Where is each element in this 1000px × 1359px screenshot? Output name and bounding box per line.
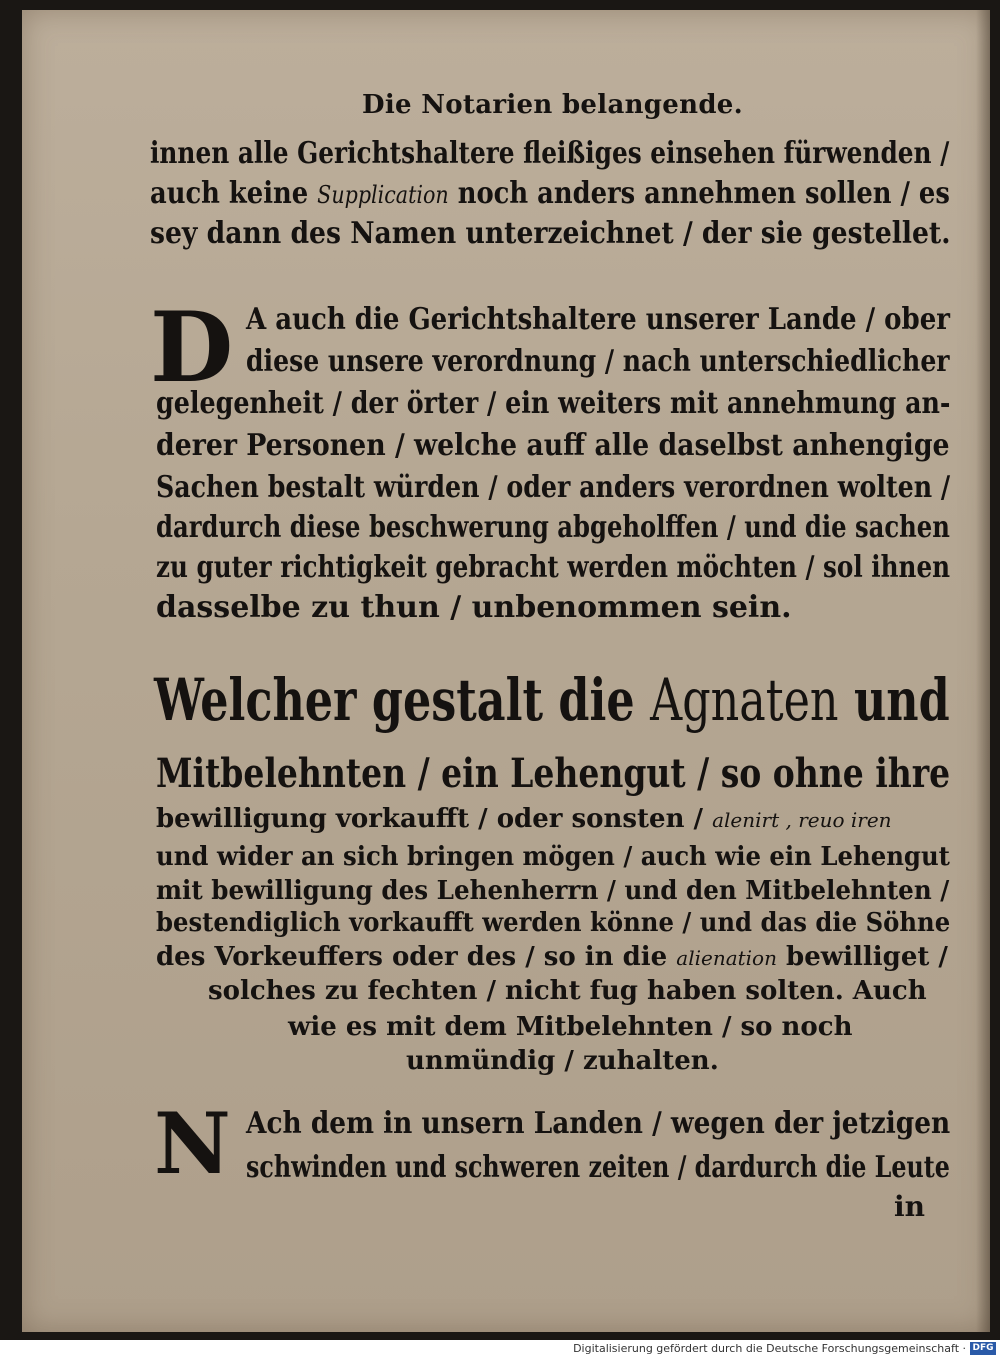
- paragraph3-line2: schwinden und schweren zeiten / dardurch die Leute: [246, 1150, 950, 1185]
- paragraph2-line2: diese unsere verordnung / nach unterschiedlicher: [246, 344, 950, 379]
- paragraph2-line5: Sachen bestalt würden / oder anders verordnen wolten /: [156, 470, 951, 505]
- section-heading-line8: solches zu fechten / nicht fug haben solten. Auch: [208, 976, 927, 1006]
- footer-bar: [0, 1340, 1000, 1359]
- paragraph2-line3: gelegenheit / der örter / ein weiters mit annehmung an-: [156, 386, 951, 421]
- section-heading-line4: und wider an sich bringen mögen / auch wie ein Lehengut: [156, 842, 950, 872]
- document-page: [22, 10, 990, 1332]
- section-heading-line9: wie es mit dem Mitbelehnten / so noch: [288, 1012, 853, 1042]
- paragraph2-line8: dasselbe zu thun / unbenommen sein.: [156, 590, 792, 625]
- section-heading-line2: Mitbelehnten / ein Lehengut / so ohne ihre: [156, 750, 951, 797]
- section-heading-line3-start: bewilligung vorkaufft / oder sonsten /: [156, 804, 713, 834]
- section-heading-line7: [156, 942, 948, 972]
- funding-credit: Digitalisierung gefördert durch die Deutsche Forschungsgemeinschaft ·: [573, 1342, 966, 1355]
- section-heading-line3: [156, 804, 892, 834]
- running-header: Die Notarien belangende.: [362, 90, 744, 120]
- section-heading-line1: [154, 666, 950, 734]
- paragraph2-line1: A auch die Gerichtshaltere unserer Lande / ober: [246, 302, 950, 337]
- decorated-initial-d: D: [150, 291, 234, 404]
- section-heading-line10: unmündig / zuhalten.: [406, 1046, 719, 1076]
- paragraph1-line2: [150, 176, 950, 211]
- section-heading-line7-end: bewilliget /: [776, 942, 948, 972]
- alenirt-latin-words: alenirt , reuo iren: [712, 808, 892, 832]
- paragraph1-line2-end: noch anders annehmen sollen / es: [448, 176, 950, 211]
- section-heading-start: Welcher gestalt die: [154, 666, 651, 734]
- paragraph3-line1: Ach dem in unsern Landen / wegen der jetzigen: [246, 1106, 951, 1141]
- paragraph1-line2-start: auch keine: [150, 176, 318, 211]
- paragraph2-line7: zu guter richtigkeit gebracht werden möchten / sol ihnen: [156, 550, 951, 585]
- page-edge-shadow: [976, 10, 990, 1332]
- decorated-initial-n: N: [154, 1094, 231, 1193]
- paragraph1-line1: innen alle Gerichtshaltere fleißiges einsehen fürwenden /: [150, 136, 950, 171]
- agnaten-latin-word: Agnaten: [650, 666, 839, 734]
- paragraph2-line4: derer Personen / welche auff alle daselbst anhengige: [156, 428, 950, 463]
- section-heading-line5: mit bewilligung des Lehenherrn / und den Mitbelehnten /: [156, 876, 950, 906]
- alienation-latin-word: alienation: [676, 946, 777, 970]
- section-heading-line6: bestendiglich vorkaufft werden könne / und das die Söhne: [156, 908, 951, 938]
- section-heading-line7-start: des Vorkeuffers oder des / so in die: [156, 942, 677, 972]
- paragraph2-line6: dardurch diese beschwerung abgeholffen / und die sachen: [156, 510, 950, 545]
- paragraph1-line3: sey dann des Namen unterzeichnet / der sie gestellet.: [150, 216, 951, 251]
- dfg-logo-icon[interactable]: DFG: [970, 1342, 996, 1355]
- supplication-latin-word: Supplication: [317, 181, 449, 209]
- catchword: in: [894, 1190, 925, 1223]
- section-heading-end: und: [838, 666, 950, 734]
